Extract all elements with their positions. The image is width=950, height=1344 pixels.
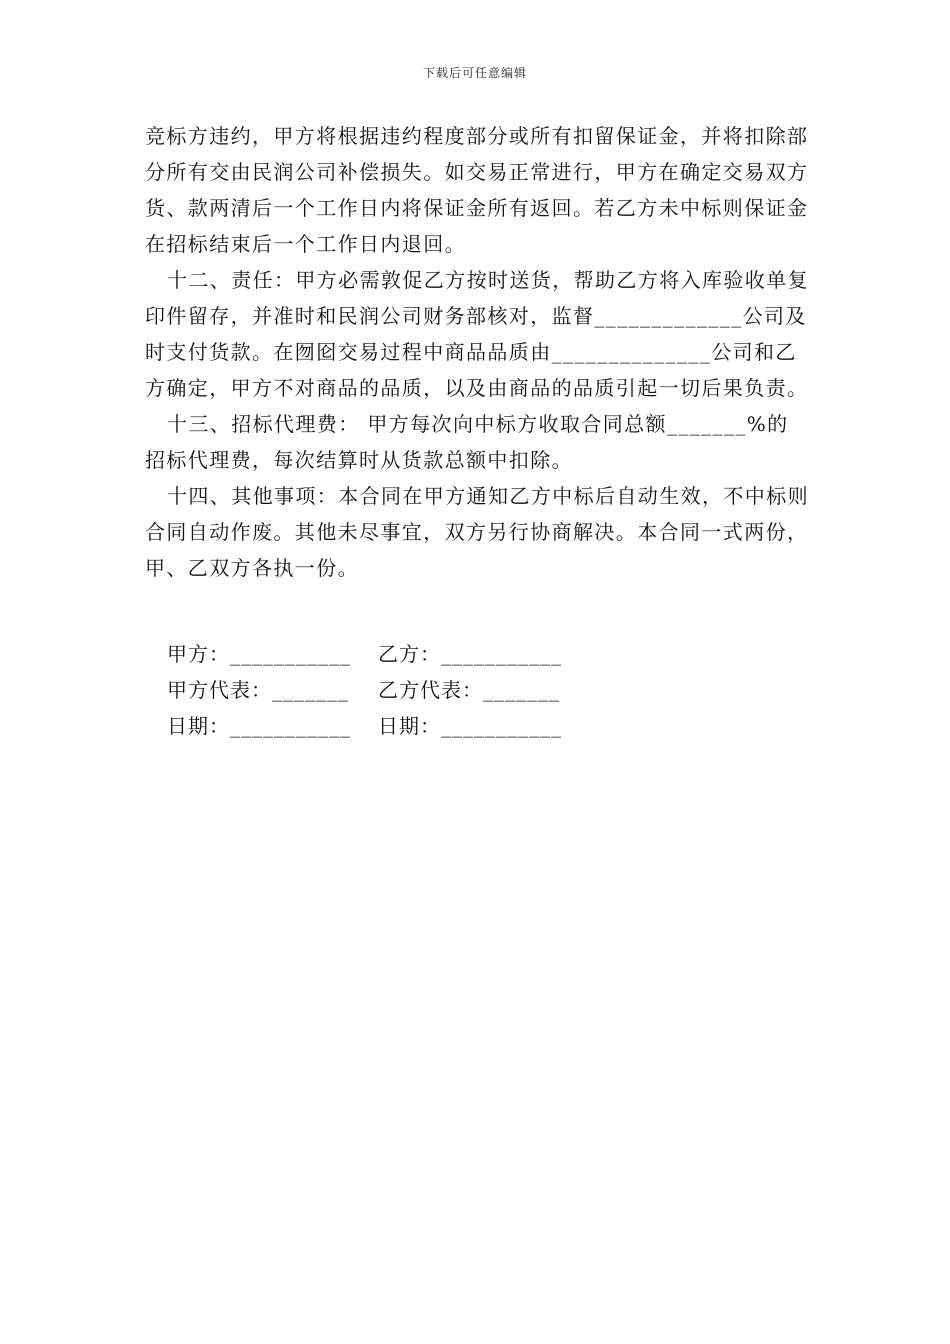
party-b-field: 乙方：___________	[378, 642, 562, 666]
signature-row-date	[167, 708, 562, 744]
signature-block	[167, 636, 562, 744]
party-a-representative-field: 甲方代表：_______	[167, 678, 349, 702]
paragraph-other-matters: 十四、其他事项：本合同在甲方通知乙方中标后自动生效，不中标则合同自动作废。其他未尽事宜，双方另行协商解决。本合同一式两份，甲、乙双方各执一份。	[145, 484, 809, 580]
party-a-date-field: 日期：___________	[167, 714, 351, 738]
signature-row-representative	[167, 672, 562, 708]
party-b-date-field: 日期：___________	[378, 714, 562, 738]
page-header: 下载后可任意编辑	[422, 66, 527, 80]
party-b-representative-field: 乙方代表：_______	[378, 678, 560, 702]
paragraph-responsibility: 十二、责任：甲方必需敦促乙方按时送货，帮助乙方将入库验收单复印件留存，并准时和民润公司财务部核对，监督_____________公司及时支付货款。在囫囵交易过程中商品品质由______________公司和乙方确定，甲方不对商品的品质，以及由商品的品质引起一切后果负责。	[145, 268, 809, 400]
contract-body	[145, 118, 809, 586]
party-a-field: 甲方：___________	[167, 642, 351, 666]
paragraph-agency-fee: 十三、招标代理费： 甲方每次向中标方收取合同总额_______%的招标代理费，每次结算时从货款总额中扣除。	[145, 412, 789, 472]
paragraph-deposit: 竞标方违约，甲方将根据违约程度部分或所有扣留保证金，并将扣除部分所有交由民润公司补偿损失。如交易正常进行，甲方在确定交易双方货、款两清后一个工作日内将保证金所有返回。若乙方未中标则保证金在招标结束后一个工作日内退回。	[145, 124, 809, 256]
signature-row-party	[167, 636, 562, 672]
